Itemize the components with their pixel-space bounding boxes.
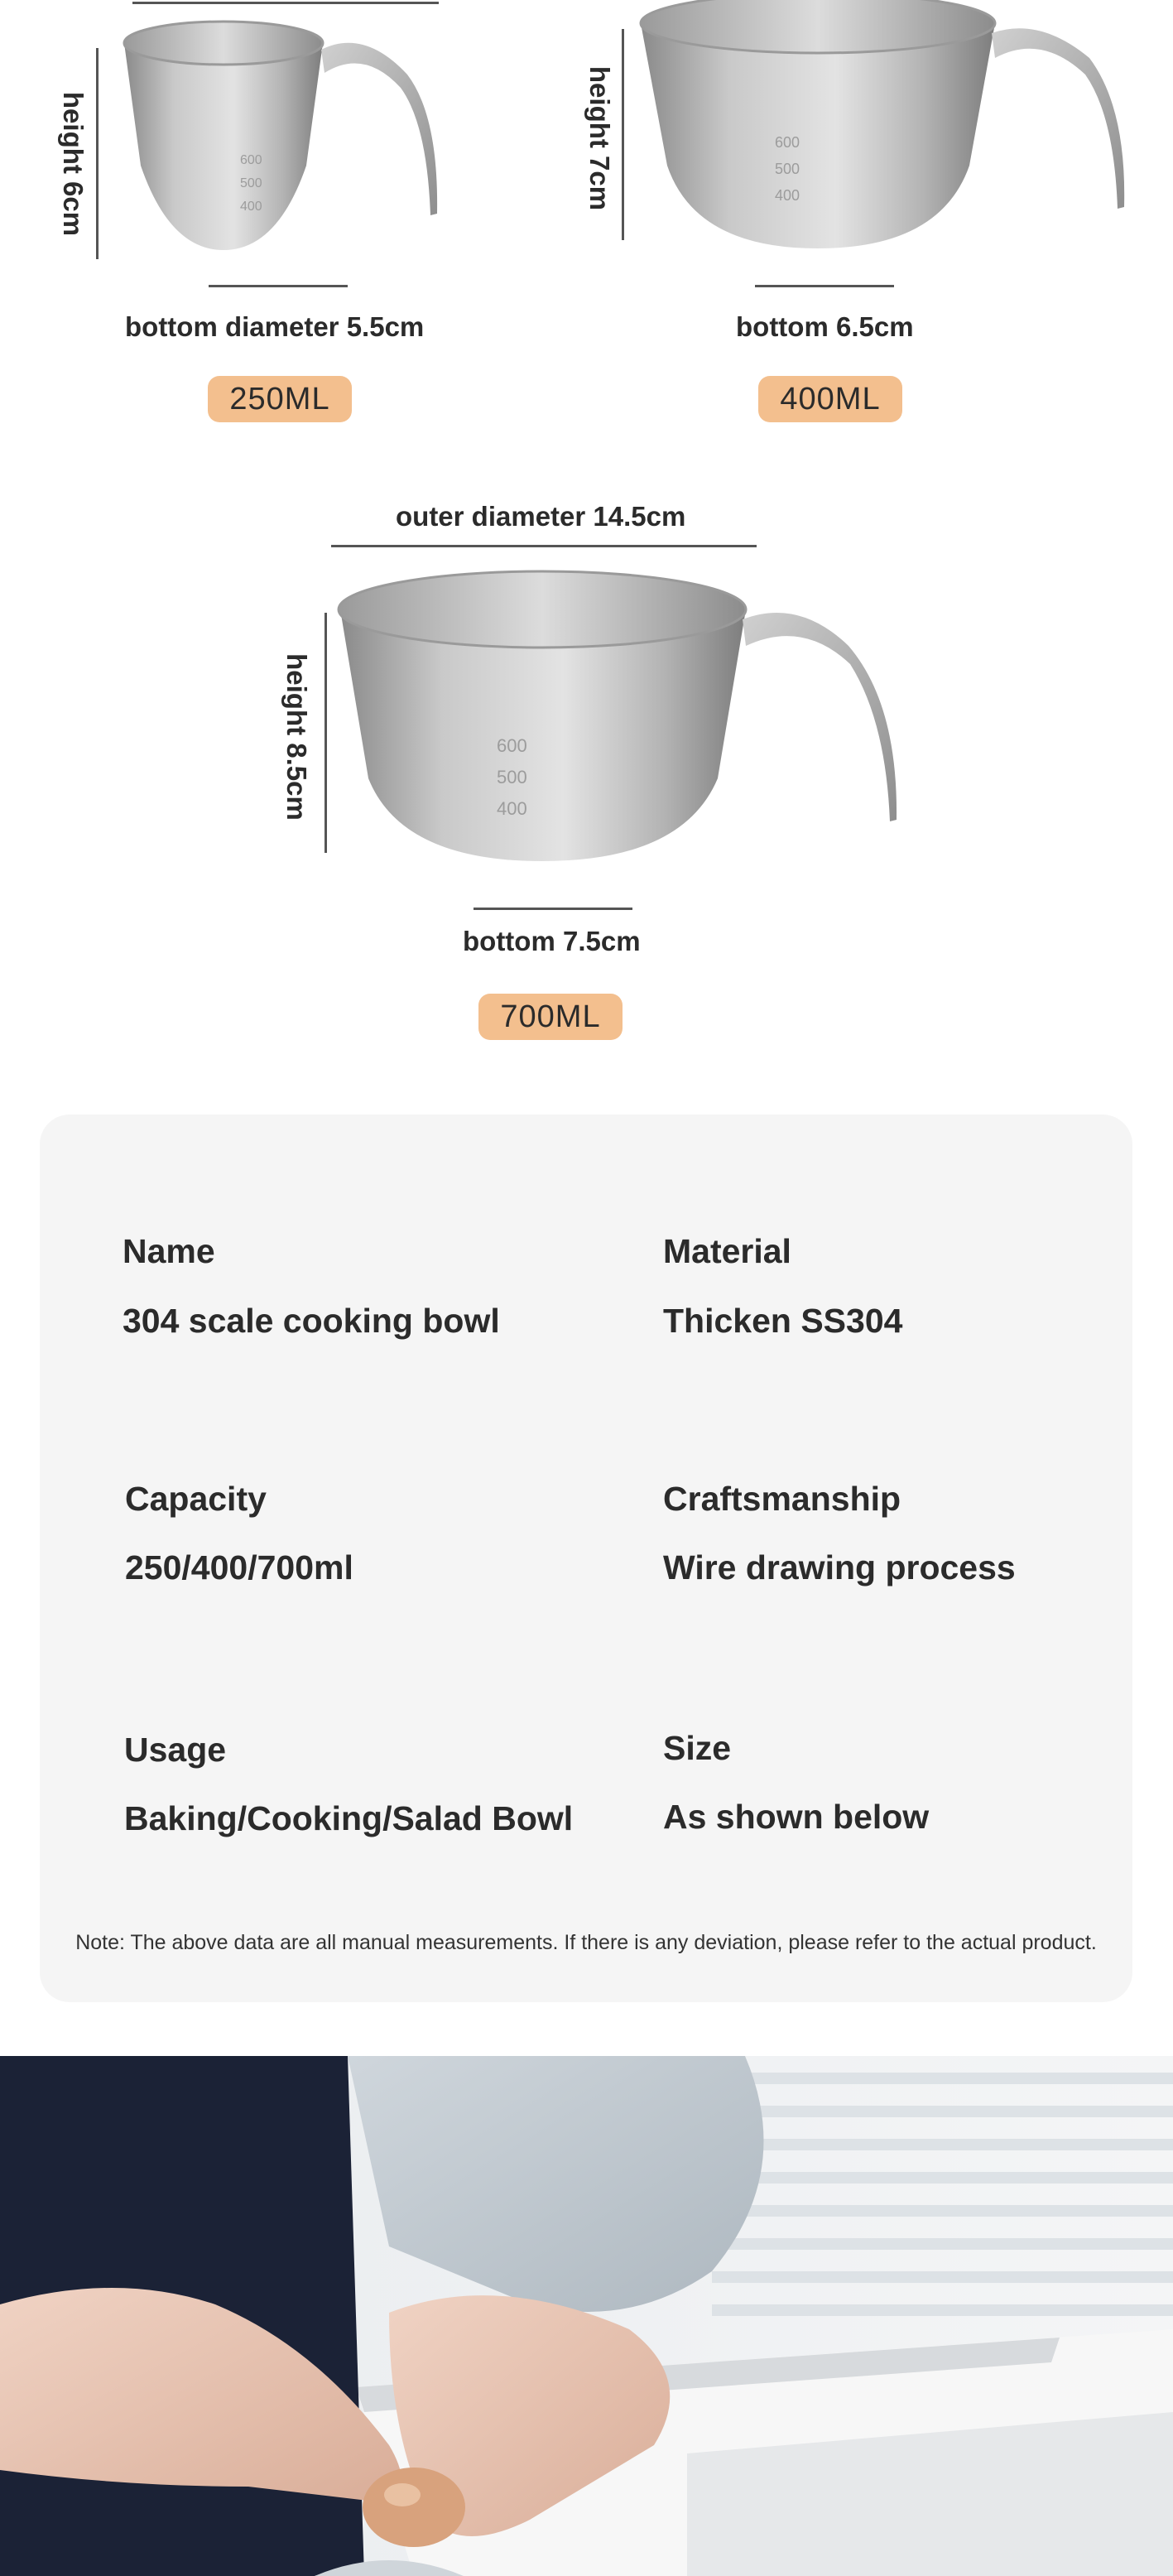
bowl3-height-line <box>324 613 327 853</box>
bowl3-bottom-line <box>474 908 632 910</box>
bowl2-bottom-label: bottom 6.5cm <box>736 311 914 342</box>
bowl1-scale-500: 500 <box>240 176 262 190</box>
spec-usage-key: Usage <box>124 1731 227 1769</box>
bowl2-capacity-badge: 400ML <box>758 376 902 422</box>
bowl2-scale-600: 600 <box>775 134 800 151</box>
bowl3-scale-600: 600 <box>497 735 527 756</box>
spec-capacity-key: Capacity <box>125 1480 267 1518</box>
bowl2-scale-500: 500 <box>775 161 800 177</box>
bowl3-image <box>335 571 915 869</box>
bowl1-top-line <box>132 2 439 4</box>
spec-usage-value: Baking/Cooking/Salad Bowl <box>124 1799 574 1837</box>
spec-material-value: Thicken SS304 <box>663 1302 903 1340</box>
bowl1-height-line <box>96 48 99 259</box>
bowl2-height-label: height 7cm <box>584 65 615 211</box>
specs-panel <box>40 1115 1132 2002</box>
bowl1-image <box>116 25 563 257</box>
spec-size-value: As shown below <box>663 1798 930 1836</box>
bowl3-height-label: height 8.5cm <box>281 653 312 821</box>
bowl1-scale-600: 600 <box>240 153 262 167</box>
bowl2-scale-400: 400 <box>775 187 800 204</box>
lifestyle-photo-illustration <box>0 2056 1173 2576</box>
bowl3-outer-label: outer diameter 14.5cm <box>396 501 686 532</box>
bowl3-scale-400: 400 <box>497 798 527 819</box>
bowl2-height-line <box>622 29 624 240</box>
bowl3-bottom-label: bottom 7.5cm <box>463 926 641 956</box>
spec-name-value: 304 scale cooking bowl <box>123 1302 500 1340</box>
spec-size-key: Size <box>663 1729 732 1767</box>
spec-craftsmanship-value: Wire drawing process <box>663 1548 1016 1587</box>
bowl2-image <box>634 0 1131 248</box>
spec-material-key: Material <box>663 1232 791 1270</box>
bowl2-bottom-line <box>755 285 894 287</box>
spec-craftsmanship-key: Craftsmanship <box>663 1480 901 1518</box>
specs-note: Note: The above data are all manual measurements. If there is any deviation, please refer to the actual product. <box>75 1931 1097 1954</box>
bowl1-bottom-label: bottom diameter 5.5cm <box>125 311 425 342</box>
spec-capacity-value: 250/400/700ml <box>125 1548 353 1587</box>
bowl1-height-label: height 6cm <box>58 91 89 237</box>
bowl1-bottom-line <box>209 285 348 287</box>
bowl3-scale-500: 500 <box>497 767 527 787</box>
spec-name-key: Name <box>123 1232 215 1270</box>
bowl3-capacity-badge: 700ML <box>478 994 623 1040</box>
bowl1-capacity-badge: 250ML <box>208 376 352 422</box>
lifestyle-photo <box>0 2056 1173 2576</box>
bowl1-scale-400: 400 <box>240 200 262 214</box>
bowl3-top-line <box>331 545 757 547</box>
